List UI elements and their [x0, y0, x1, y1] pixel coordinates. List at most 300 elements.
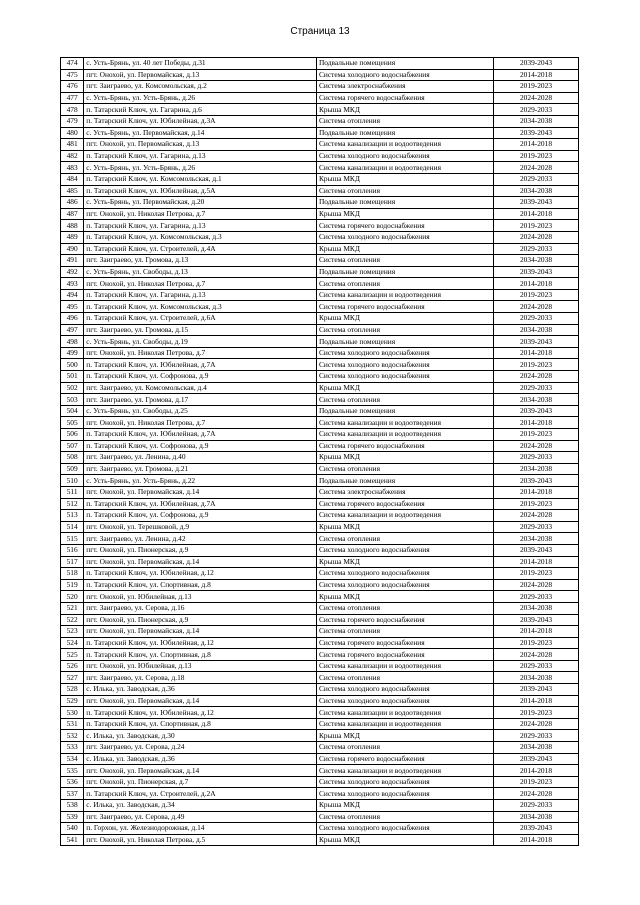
system-cell: Крыша МКД	[316, 800, 493, 812]
system-cell: Система холодного водоснабжения	[316, 347, 493, 359]
address-cell: пгт. Заиграево, ул. Громова, д.17	[84, 394, 317, 406]
row-number-cell: 483	[61, 162, 84, 174]
period-cell: 2029-2033	[494, 730, 579, 742]
row-number-cell: 493	[61, 278, 84, 290]
address-cell: пгт. Онохой, ул. Первомайская, д.13	[84, 69, 317, 81]
table-body	[61, 58, 579, 846]
system-cell: Система канализации и водоотведения	[316, 429, 493, 441]
address-cell: с. Илька, ул. Заводская, д.36	[84, 684, 317, 696]
period-cell: 2039-2043	[494, 405, 579, 417]
address-cell: п. Горхон, ул. Железнодорожная, д.14	[84, 823, 317, 835]
row-number-cell: 538	[61, 800, 84, 812]
row-number-cell: 522	[61, 614, 84, 626]
row-number-cell: 535	[61, 765, 84, 777]
period-cell: 2019-2023	[494, 637, 579, 649]
table-row	[61, 81, 579, 93]
row-number-cell: 517	[61, 556, 84, 568]
table-row	[61, 834, 579, 846]
address-cell: с. Усть-Брянь, ул. Свободы, д.19	[84, 336, 317, 348]
system-cell: Система горячего водоснабжения	[316, 614, 493, 626]
system-cell: Система холодного водоснабжения	[316, 788, 493, 800]
period-cell: 2034-2038	[494, 255, 579, 267]
address-cell: пгт. Заиграево, ул. Серова, д.18	[84, 672, 317, 684]
row-number-cell: 515	[61, 533, 84, 545]
system-cell: Система электроснабжения	[316, 81, 493, 93]
table-row	[61, 255, 579, 267]
address-cell: с. Илька, ул. Заводская, д.36	[84, 753, 317, 765]
system-cell: Подвальные помещения	[316, 127, 493, 139]
row-number-cell: 495	[61, 301, 84, 313]
row-number-cell: 502	[61, 382, 84, 394]
period-cell: 2039-2043	[494, 823, 579, 835]
repair-schedule-table	[60, 57, 579, 846]
system-cell: Крыша МКД	[316, 104, 493, 116]
address-cell: пгт. Онохой, ул. Первомайская, д.14	[84, 695, 317, 707]
address-cell: с. Усть-Брянь, ул. Усть-Брянь, д.26	[84, 162, 317, 174]
row-number-cell: 508	[61, 452, 84, 464]
table-row	[61, 730, 579, 742]
address-cell: пгт. Онохой, ул. Николая Петрова, д.5	[84, 834, 317, 846]
table-row	[61, 69, 579, 81]
table-row	[61, 405, 579, 417]
period-cell: 2029-2033	[494, 452, 579, 464]
row-number-cell: 497	[61, 324, 84, 336]
period-cell: 2014-2018	[494, 278, 579, 290]
table-row	[61, 556, 579, 568]
row-number-cell: 509	[61, 463, 84, 475]
row-number-cell: 504	[61, 405, 84, 417]
row-number-cell: 541	[61, 834, 84, 846]
address-cell: п. Татарский Ключ, ул. Гагарина, д.6	[84, 104, 317, 116]
table-row	[61, 371, 579, 383]
table-row	[61, 602, 579, 614]
address-cell: пгт. Онохой, ул. Первомайская, д.14	[84, 556, 317, 568]
system-cell: Крыша МКД	[316, 834, 493, 846]
period-cell: 2039-2043	[494, 197, 579, 209]
row-number-cell: 518	[61, 568, 84, 580]
address-cell: п. Татарский Ключ, ул. Спортивная, д.8	[84, 649, 317, 661]
address-cell: п. Татарский Ключ, ул. Спортивная, д.8	[84, 579, 317, 591]
table-row	[61, 521, 579, 533]
address-cell: п. Татарский Ключ, ул. Юбилейная, д.12	[84, 707, 317, 719]
address-cell: пгт. Заиграево, ул. Ленина, д.42	[84, 533, 317, 545]
period-cell: 2024-2028	[494, 510, 579, 522]
system-cell: Система горячего водоснабжения	[316, 637, 493, 649]
system-cell: Крыша МКД	[316, 521, 493, 533]
system-cell: Система канализации и водоотведения	[316, 765, 493, 777]
period-cell: 2014-2018	[494, 556, 579, 568]
table-row	[61, 765, 579, 777]
address-cell: п. Татарский Ключ, ул. Комсомольская, д.1	[84, 173, 317, 185]
system-cell: Система холодного водоснабжения	[316, 579, 493, 591]
address-cell: пгт. Онохой, ул. Юбилейная, д.13	[84, 660, 317, 672]
row-number-cell: 480	[61, 127, 84, 139]
address-cell: п. Татарский Ключ, ул. Строителей, д.2А	[84, 788, 317, 800]
table-row	[61, 718, 579, 730]
table-row	[61, 220, 579, 232]
row-number-cell: 484	[61, 173, 84, 185]
row-number-cell: 492	[61, 266, 84, 278]
table-row	[61, 394, 579, 406]
period-cell: 2014-2018	[494, 139, 579, 151]
system-cell: Система отопления	[316, 255, 493, 267]
period-cell: 2029-2033	[494, 382, 579, 394]
table-row	[61, 533, 579, 545]
row-number-cell: 474	[61, 58, 84, 70]
address-cell: п. Татарский Ключ, ул. Юбилейная, д.7А	[84, 429, 317, 441]
row-number-cell: 500	[61, 359, 84, 371]
address-cell: пгт. Онохой, ул. Николая Петрова, д.7	[84, 278, 317, 290]
address-cell: пгт. Онохой, ул. Первомайская, д.14	[84, 765, 317, 777]
page-number-header: Страница 13	[290, 26, 350, 37]
address-cell: пгт. Заиграево, ул. Громова, д.15	[84, 324, 317, 336]
table-row	[61, 811, 579, 823]
system-cell: Система отопления	[316, 115, 493, 127]
table-row	[61, 626, 579, 638]
system-cell: Система канализации и водоотведения	[316, 417, 493, 429]
table-row	[61, 591, 579, 603]
period-cell: 2034-2038	[494, 324, 579, 336]
address-cell: пгт. Онохой, ул. Николая Петрова, д.7	[84, 347, 317, 359]
system-cell: Система холодного водоснабжения	[316, 69, 493, 81]
period-cell: 2024-2028	[494, 162, 579, 174]
address-cell: пгт. Онохой, ул. Николая Петрова, д.7	[84, 417, 317, 429]
table-row	[61, 324, 579, 336]
row-number-cell: 530	[61, 707, 84, 719]
period-cell: 2034-2038	[494, 533, 579, 545]
row-number-cell: 476	[61, 81, 84, 93]
address-cell: п. Татарский Ключ, ул. Юбилейная, д.3А	[84, 115, 317, 127]
system-cell: Система электроснабжения	[316, 486, 493, 498]
period-cell: 2019-2023	[494, 498, 579, 510]
table-row	[61, 139, 579, 151]
period-cell: 2029-2033	[494, 660, 579, 672]
row-number-cell: 501	[61, 371, 84, 383]
row-number-cell: 526	[61, 660, 84, 672]
table-row	[61, 742, 579, 754]
row-number-cell: 539	[61, 811, 84, 823]
address-cell: п. Татарский Ключ, ул. Спортивная, д.8	[84, 718, 317, 730]
row-number-cell: 514	[61, 521, 84, 533]
row-number-cell: 481	[61, 139, 84, 151]
row-number-cell: 533	[61, 742, 84, 754]
system-cell: Система канализации и водоотведения	[316, 289, 493, 301]
row-number-cell: 516	[61, 544, 84, 556]
period-cell: 2019-2023	[494, 776, 579, 788]
system-cell: Система горячего водоснабжения	[316, 301, 493, 313]
system-cell: Система холодного водоснабжения	[316, 371, 493, 383]
table-row	[61, 301, 579, 313]
system-cell: Подвальные помещения	[316, 475, 493, 487]
system-cell: Система отопления	[316, 672, 493, 684]
period-cell: 2039-2043	[494, 336, 579, 348]
table-row	[61, 266, 579, 278]
table-row	[61, 753, 579, 765]
address-cell: п. Татарский Ключ, ул. Софронова, д.9	[84, 440, 317, 452]
table-row	[61, 672, 579, 684]
system-cell: Подвальные помещения	[316, 336, 493, 348]
address-cell: п. Татарский Ключ, ул. Комсомольская, д.3	[84, 231, 317, 243]
table-row	[61, 614, 579, 626]
period-cell: 2034-2038	[494, 811, 579, 823]
table-row	[61, 544, 579, 556]
system-cell: Система отопления	[316, 278, 493, 290]
address-cell: с. Усть-Брянь, ул. Свободы, д.25	[84, 405, 317, 417]
table-row	[61, 382, 579, 394]
system-cell: Система холодного водоснабжения	[316, 695, 493, 707]
table-row	[61, 115, 579, 127]
row-number-cell: 498	[61, 336, 84, 348]
period-cell: 2039-2043	[494, 544, 579, 556]
period-cell: 2034-2038	[494, 742, 579, 754]
system-cell: Система холодного водоснабжения	[316, 231, 493, 243]
row-number-cell: 475	[61, 69, 84, 81]
address-cell: пгт. Онохой, ул. Пионерская, д.7	[84, 776, 317, 788]
period-cell: 2024-2028	[494, 718, 579, 730]
period-cell: 2019-2023	[494, 150, 579, 162]
row-number-cell: 511	[61, 486, 84, 498]
address-cell: п. Татарский Ключ, ул. Софронова, д.9	[84, 371, 317, 383]
table-row	[61, 649, 579, 661]
address-cell: п. Татарский Ключ, ул. Гагарина, д.13	[84, 150, 317, 162]
table-row	[61, 429, 579, 441]
row-number-cell: 485	[61, 185, 84, 197]
system-cell: Система горячего водоснабжения	[316, 498, 493, 510]
row-number-cell: 487	[61, 208, 84, 220]
row-number-cell: 528	[61, 684, 84, 696]
row-number-cell: 525	[61, 649, 84, 661]
address-cell: пгт. Онохой, ул. Юбилейная, д.13	[84, 591, 317, 603]
table-row	[61, 788, 579, 800]
address-cell: с. Илька, ул. Заводская, д.34	[84, 800, 317, 812]
address-cell: с. Усть-Брянь, ул. Свободы, д.13	[84, 266, 317, 278]
system-cell: Крыша МКД	[316, 556, 493, 568]
system-cell: Система канализации и водоотведения	[316, 707, 493, 719]
period-cell: 2019-2023	[494, 81, 579, 93]
system-cell: Система отопления	[316, 324, 493, 336]
system-cell: Система горячего водоснабжения	[316, 92, 493, 104]
period-cell: 2029-2033	[494, 313, 579, 325]
system-cell: Крыша МКД	[316, 173, 493, 185]
table-row	[61, 231, 579, 243]
row-number-cell: 537	[61, 788, 84, 800]
system-cell: Крыша МКД	[316, 452, 493, 464]
system-cell: Система холодного водоснабжения	[316, 823, 493, 835]
system-cell: Система отопления	[316, 185, 493, 197]
system-cell: Система отопления	[316, 626, 493, 638]
row-number-cell: 524	[61, 637, 84, 649]
period-cell: 2019-2023	[494, 220, 579, 232]
period-cell: 2034-2038	[494, 394, 579, 406]
system-cell: Подвальные помещения	[316, 197, 493, 209]
period-cell: 2014-2018	[494, 626, 579, 638]
row-number-cell: 488	[61, 220, 84, 232]
system-cell: Система отопления	[316, 394, 493, 406]
table-row	[61, 776, 579, 788]
period-cell: 2019-2023	[494, 429, 579, 441]
table-row	[61, 475, 579, 487]
table-row	[61, 463, 579, 475]
table-row	[61, 637, 579, 649]
row-number-cell: 494	[61, 289, 84, 301]
address-cell: пгт. Онохой, ул. Первомайская, д.14	[84, 626, 317, 638]
row-number-cell: 513	[61, 510, 84, 522]
address-cell: п. Татарский Ключ, ул. Комсомольская, д.3	[84, 301, 317, 313]
address-cell: пгт. Заиграево, ул. Серова, д.24	[84, 742, 317, 754]
row-number-cell: 523	[61, 626, 84, 638]
address-cell: с. Усть-Брянь, ул. Первомайская, д.14	[84, 127, 317, 139]
period-cell: 2039-2043	[494, 753, 579, 765]
address-cell: п. Татарский Ключ, ул. Юбилейная, д.12	[84, 568, 317, 580]
table-row	[61, 313, 579, 325]
row-number-cell: 519	[61, 579, 84, 591]
system-cell: Крыша МКД	[316, 208, 493, 220]
table-row	[61, 336, 579, 348]
table-row	[61, 150, 579, 162]
period-cell: 2034-2038	[494, 185, 579, 197]
row-number-cell: 540	[61, 823, 84, 835]
address-cell: пгт. Заиграево, ул. Комсомольская, д.4	[84, 382, 317, 394]
address-cell: пгт. Заиграево, ул. Серова, д.49	[84, 811, 317, 823]
period-cell: 2024-2028	[494, 92, 579, 104]
row-number-cell: 478	[61, 104, 84, 116]
address-cell: с. Усть-Брянь, ул. Усть-Брянь, д.26	[84, 92, 317, 104]
table-row	[61, 452, 579, 464]
address-cell: п. Татарский Ключ, ул. Строителей, д.4А	[84, 243, 317, 255]
period-cell: 2014-2018	[494, 695, 579, 707]
system-cell: Система холодного водоснабжения	[316, 544, 493, 556]
system-cell: Система канализации и водоотведения	[316, 510, 493, 522]
table-row	[61, 347, 579, 359]
period-cell: 2034-2038	[494, 115, 579, 127]
row-number-cell: 503	[61, 394, 84, 406]
period-cell: 2039-2043	[494, 684, 579, 696]
table-row	[61, 162, 579, 174]
table-row	[61, 289, 579, 301]
period-cell: 2029-2033	[494, 800, 579, 812]
period-cell: 2029-2033	[494, 243, 579, 255]
row-number-cell: 490	[61, 243, 84, 255]
period-cell: 2014-2018	[494, 347, 579, 359]
address-cell: п. Татарский Ключ, ул. Софронова, д.9	[84, 510, 317, 522]
period-cell: 2019-2023	[494, 707, 579, 719]
table-row	[61, 486, 579, 498]
table-row	[61, 510, 579, 522]
row-number-cell: 489	[61, 231, 84, 243]
table-row	[61, 243, 579, 255]
address-cell: пгт. Онохой, ул. Николая Петрова, д.7	[84, 208, 317, 220]
period-cell: 2039-2043	[494, 58, 579, 70]
system-cell: Крыша МКД	[316, 730, 493, 742]
system-cell: Система холодного водоснабжения	[316, 776, 493, 788]
table-row	[61, 92, 579, 104]
system-cell: Система холодного водоснабжения	[316, 359, 493, 371]
table-row	[61, 197, 579, 209]
row-number-cell: 491	[61, 255, 84, 267]
system-cell: Система канализации и водоотведения	[316, 162, 493, 174]
period-cell: 2039-2043	[494, 475, 579, 487]
period-cell: 2039-2043	[494, 614, 579, 626]
address-cell: пгт. Заиграево, ул. Комсомольская, д.2	[84, 81, 317, 93]
period-cell: 2014-2018	[494, 417, 579, 429]
row-number-cell: 536	[61, 776, 84, 788]
system-cell: Система холодного водоснабжения	[316, 568, 493, 580]
table-row	[61, 579, 579, 591]
row-number-cell: 531	[61, 718, 84, 730]
row-number-cell: 486	[61, 197, 84, 209]
period-cell: 2014-2018	[494, 486, 579, 498]
table-row	[61, 58, 579, 70]
table-row	[61, 173, 579, 185]
period-cell: 2034-2038	[494, 602, 579, 614]
period-cell: 2029-2033	[494, 521, 579, 533]
row-number-cell: 532	[61, 730, 84, 742]
table-row	[61, 684, 579, 696]
table-row	[61, 498, 579, 510]
table-row	[61, 359, 579, 371]
table-row	[61, 185, 579, 197]
address-cell: п. Татарский Ключ, ул. Юбилейная, д.7А	[84, 359, 317, 371]
table-row	[61, 104, 579, 116]
table-row	[61, 707, 579, 719]
period-cell: 2019-2023	[494, 289, 579, 301]
row-number-cell: 512	[61, 498, 84, 510]
row-number-cell: 505	[61, 417, 84, 429]
row-number-cell: 520	[61, 591, 84, 603]
system-cell: Система горячего водоснабжения	[316, 220, 493, 232]
row-number-cell: 507	[61, 440, 84, 452]
address-cell: пгт. Онохой, ул. Первомайская, д.14	[84, 486, 317, 498]
system-cell: Крыша МКД	[316, 591, 493, 603]
system-cell: Подвальные помещения	[316, 405, 493, 417]
row-number-cell: 477	[61, 92, 84, 104]
system-cell: Крыша МКД	[316, 243, 493, 255]
system-cell: Система отопления	[316, 533, 493, 545]
system-cell: Система горячего водоснабжения	[316, 649, 493, 661]
table-row	[61, 823, 579, 835]
system-cell: Система отопления	[316, 463, 493, 475]
table-row	[61, 127, 579, 139]
address-cell: п. Татарский Ключ, ул. Юбилейная, д.12	[84, 637, 317, 649]
period-cell: 2024-2028	[494, 231, 579, 243]
period-cell: 2024-2028	[494, 301, 579, 313]
address-cell: пгт. Заиграево, ул. Громова, д.13	[84, 255, 317, 267]
system-cell: Система отопления	[316, 602, 493, 614]
period-cell: 2014-2018	[494, 69, 579, 81]
address-cell: с. Усть-Брянь, ул. Усть-Брянь, д.22	[84, 475, 317, 487]
address-cell: пгт. Заиграево, ул. Громова, д.21	[84, 463, 317, 475]
period-cell: 2024-2028	[494, 579, 579, 591]
system-cell: Система канализации и водоотведения	[316, 139, 493, 151]
period-cell: 2014-2018	[494, 834, 579, 846]
table-row	[61, 660, 579, 672]
system-cell: Подвальные помещения	[316, 266, 493, 278]
system-cell: Система канализации и водоотведения	[316, 660, 493, 672]
address-cell: пгт. Заиграево, ул. Серова, д.16	[84, 602, 317, 614]
period-cell: 2024-2028	[494, 371, 579, 383]
system-cell: Система горячего водоснабжения	[316, 440, 493, 452]
system-cell: Подвальные помещения	[316, 58, 493, 70]
system-cell: Система горячего водоснабжения	[316, 753, 493, 765]
period-cell: 2034-2038	[494, 463, 579, 475]
table-row	[61, 695, 579, 707]
system-cell: Система холодного водоснабжения	[316, 684, 493, 696]
row-number-cell: 527	[61, 672, 84, 684]
system-cell: Крыша МКД	[316, 313, 493, 325]
address-cell: с. Усть-Брянь, ул. 40 лет Победы, д.31	[84, 58, 317, 70]
row-number-cell: 499	[61, 347, 84, 359]
table-row	[61, 417, 579, 429]
